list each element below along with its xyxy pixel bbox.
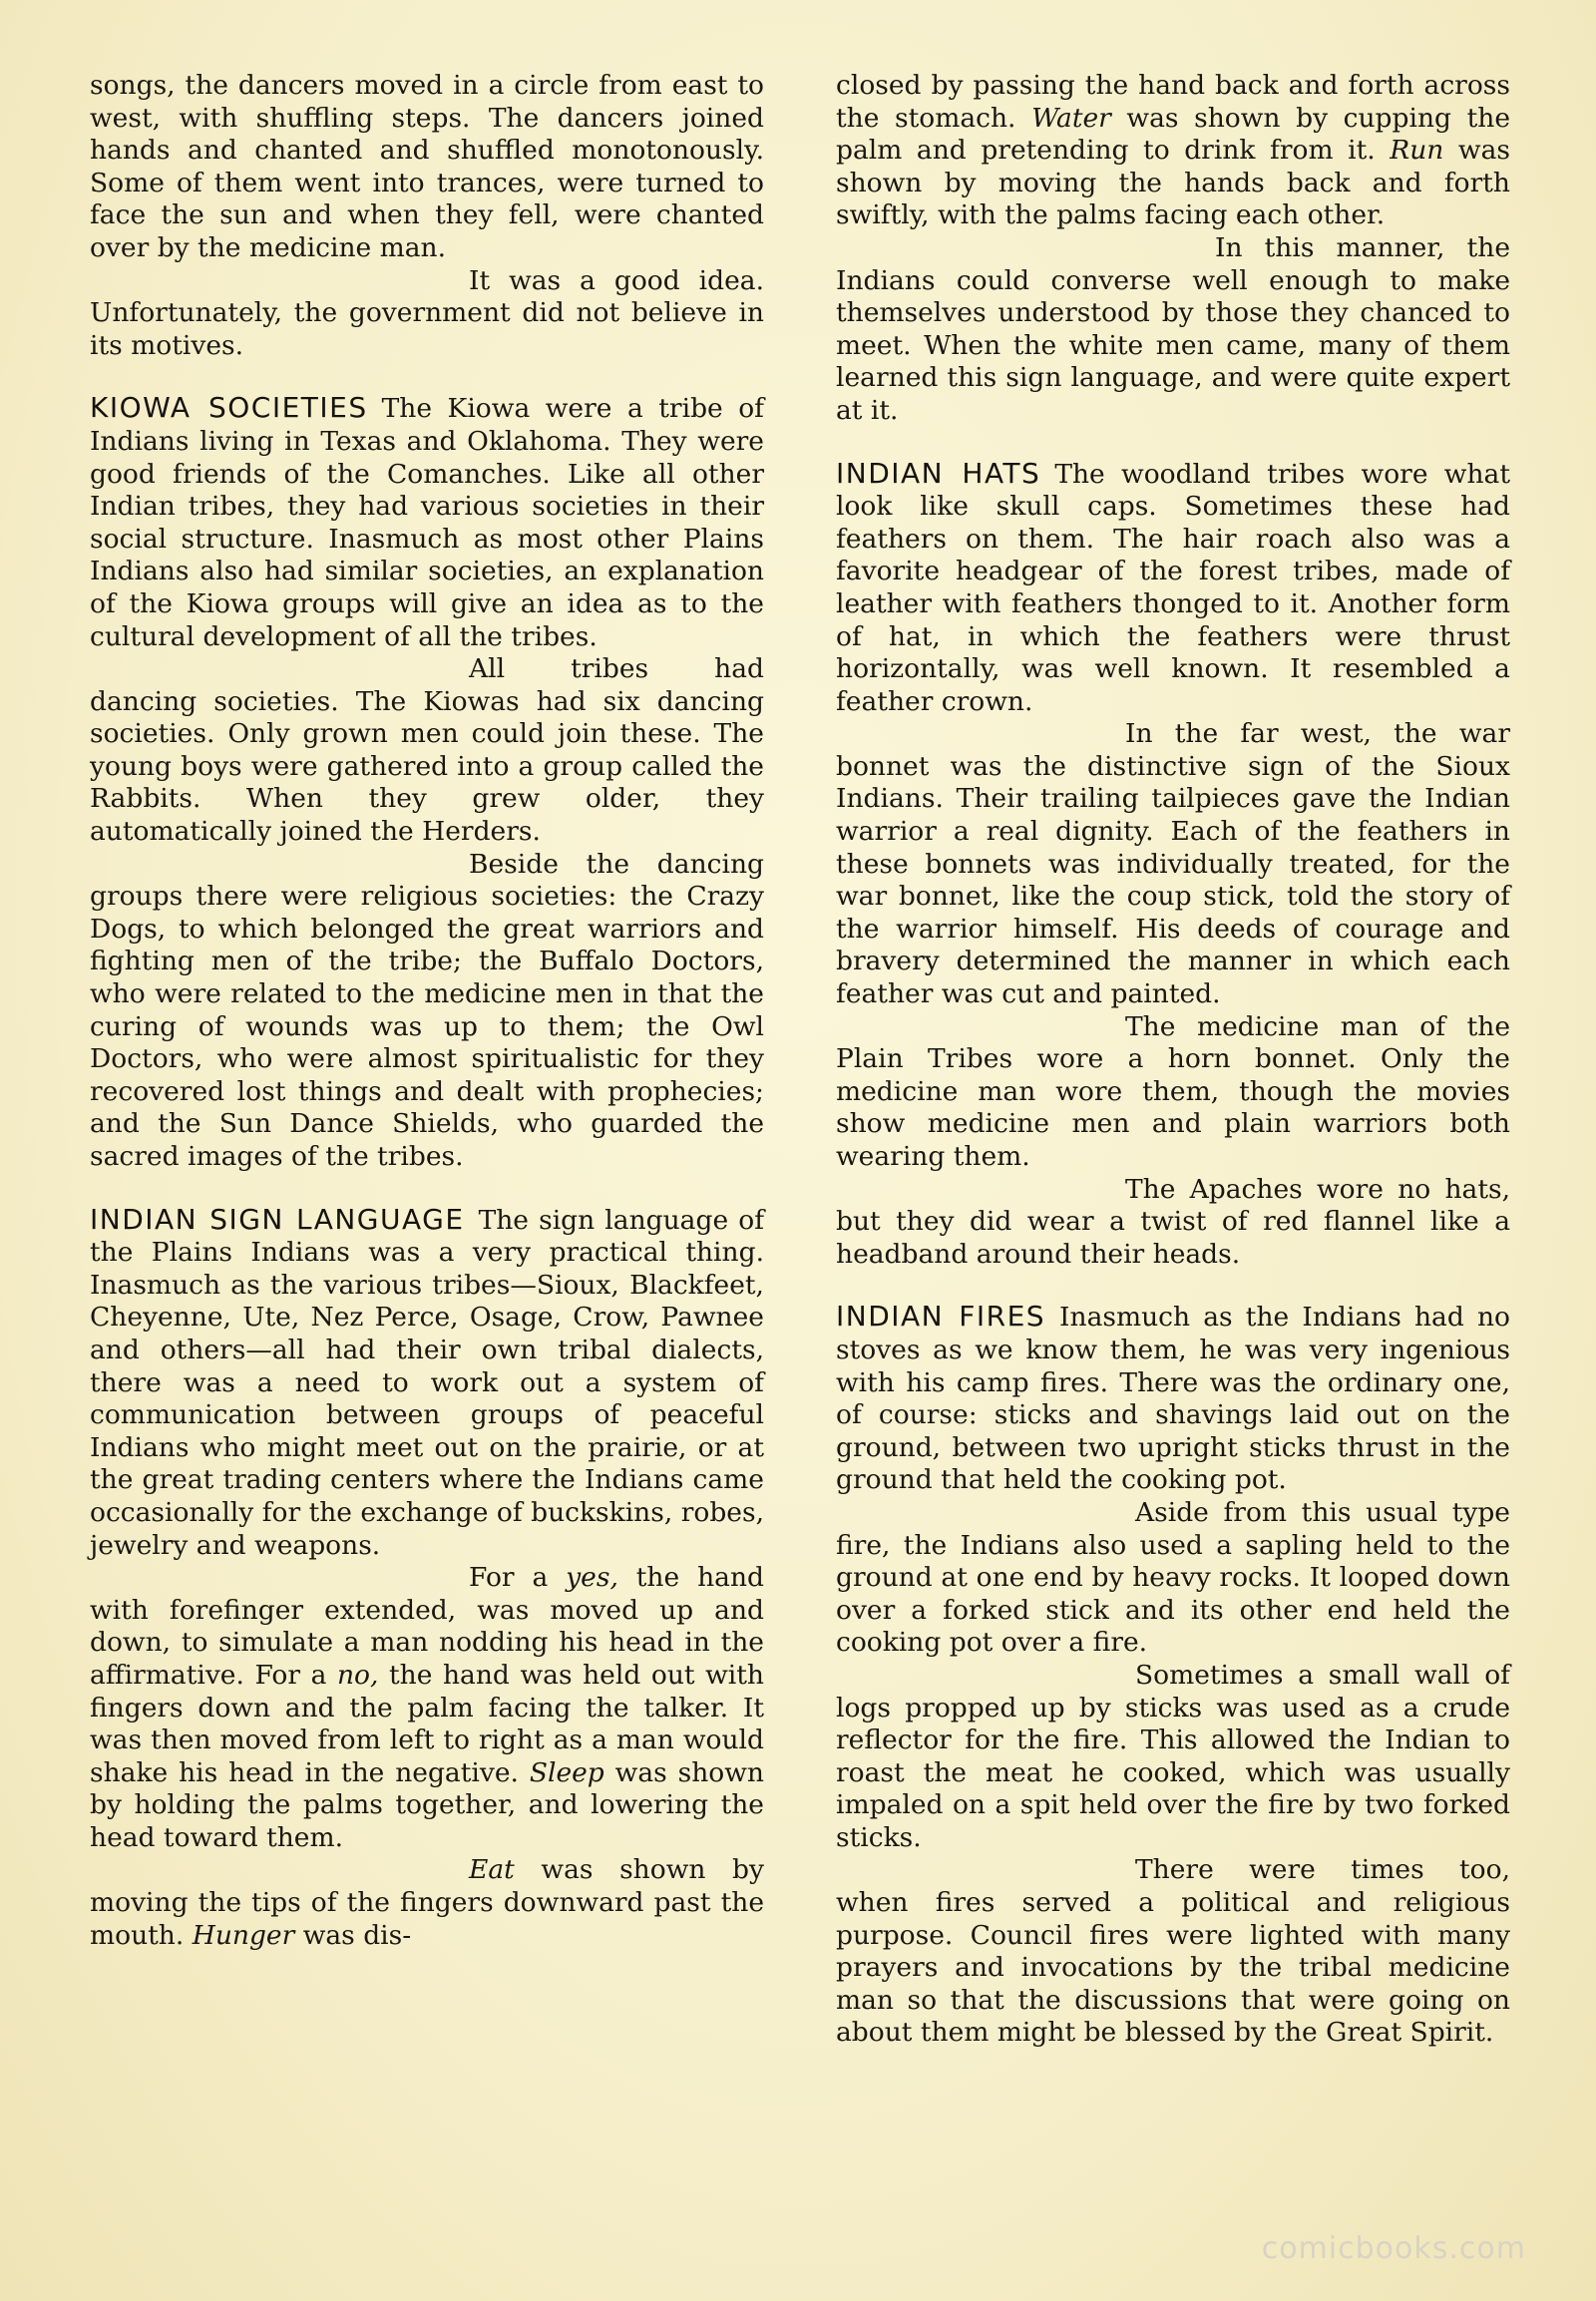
sign-paragraph-3 (90, 1854, 764, 1952)
sign-p3-eat: Eat (469, 1854, 515, 1886)
sign-cont-p1-water: Water (1031, 102, 1111, 134)
fires-paragraph-1 (836, 1301, 1510, 1497)
hats-paragraph-1 (836, 458, 1510, 719)
kiowa-section (90, 392, 764, 1173)
sign-p2-a: For a (469, 1562, 567, 1594)
section-heading-hats: INDIAN HATS (836, 456, 1041, 490)
section-heading-kiowa: KIOWA SOCIETIES (90, 391, 368, 425)
sign-p2-yes: yes, (566, 1562, 618, 1594)
sign-continued-section (836, 70, 1510, 428)
fires-paragraph-2: Aside from this usual type fire, the Indians also used a sapling held to the ground at one end by heavy rocks. It looped down over a forked stick and its other end held the cooking pot over a fire. (836, 1496, 1510, 1659)
sign-cont-p1-c: was shown by moving the hands back and forth swiftly, with the palms facing each other. (836, 135, 1510, 231)
sign-paragraph-2 (90, 1562, 764, 1854)
hats-paragraph-4: The Apaches wore no hats, but they did wear a twist of red flannel like a headband around their heads. (836, 1173, 1510, 1270)
sign-cont-p1-b: was shown by cupping the palm and pretending to drink from it. (836, 102, 1511, 167)
kiowa-paragraph-3: Beside the dancing groups there were religious societies: the Crazy Dogs, to which belonged the great warriors and fighting men of the tribe; the Buffalo Doctors, who were related to the medicine men in that the curing of wounds was up to them; the Owl Doctors, who were almost spiritualistic for they recovered lost things and dealt with prophecies; and the Sun Dance Shields, who guarded the sacred images of the tribes. (90, 848, 764, 1172)
hats-paragraph-2: In the far west, the war bonnet was the distinctive sign of the Sioux Indians. Their trailing tailpieces gave the Indian warrior a real dignity. Each of the feathers in these bonnets was individually treated, for the war bonnet, like the coup stick, told the story of the warrior himself. His deeds of courage and bravery determined the manner in which each feather was cut and painted. (836, 718, 1510, 1010)
sign-p3-a: was shown by moving the tips of the fingers downward past the mouth. (90, 1854, 764, 1951)
sign-cont-paragraph-1 (836, 70, 1510, 232)
left-column (90, 70, 764, 1952)
intro-paragraph-1: songs, the dancers moved in a circle from east to west, with shuffling steps. The dancers joined hands and chanted and shuffled monotonously. Some of them went into trances, were turned to face the sun and when they fell, were chanted over by the medicine man. (90, 70, 764, 263)
sign-cont-p1-a: closed by passing the hand back and forth across the stomach. (836, 70, 1510, 134)
site-watermark: comicbooks.com (1261, 2231, 1526, 2266)
fires-paragraph-1-text: Inasmuch as the Indians had no stoves as we know them, he was very ingenious with his camp fires. There was the ordinary one, of course: sticks and shavings laid out on the ground, between two upright sticks thrust in the ground that held the cooking pot. (836, 1302, 1510, 1496)
sign-p2-no: no, (336, 1659, 379, 1691)
sign-language-section (90, 1204, 764, 1953)
sign-p2-d: was shown by holding the palms together, and lowering the head toward them. (90, 1756, 764, 1853)
sign-p3-hunger: Hunger (192, 1919, 295, 1951)
kiowa-paragraph-2: All tribes had dancing societies. The Kiowas had six dancing societies. Only grown men could join these. The young boys were gathered into a group called the Rabbits. When they grew older, they automatically joined the Herders. (90, 653, 764, 848)
sign-cont-p1-run: Run (1390, 135, 1444, 167)
sign-p3-b: was dis- (294, 1919, 412, 1951)
section-heading-sign-language: INDIAN SIGN LANGUAGE (90, 1202, 465, 1236)
fires-section (836, 1301, 1510, 2050)
section-heading-fires: INDIAN FIRES (836, 1300, 1046, 1334)
hats-section (836, 458, 1510, 1272)
hats-paragraph-1-text: The woodland tribes wore what look like skull caps. Sometimes these had feathers on them. The hair roach also was a favorite headgear of the forest tribes, made of leather with feathers thonged to it. Another form of hat, in which the feathers were thrust horizontally, was well known. It resembled a feather crown. (836, 458, 1510, 717)
fires-paragraph-4: There were times too, when fires served a political and religious purpose. Council fires were lighted with many prayers and invocations by the tribal medicine man so that the discussions that were going on about them might be blessed by the Great Spirit. (836, 1854, 1510, 2049)
sign-paragraph-1-text: The sign language of the Plains Indians was a very practical thing. Inasmuch as the various tribes—Sioux, Blackfeet, Cheyenne, Ute, Nez Perce, Osage, Crow, Pawnee and others—all had their own tribal dialects, there was a need to work out a system of communication between groups of peaceful Indians who might meet out on the prairie, or at the great trading centers where the Indians came occasionally for the exchange of buckskins, robes, jewelry and weapons. (90, 1204, 764, 1561)
sign-cont-paragraph-2: In this manner, the Indians could converse well enough to make themselves understood by those they chanced to meet. When the white men came, many of them learned this sign language, and were quite expert at it. (836, 231, 1510, 426)
intro-section (90, 70, 764, 362)
sign-paragraph-1 (90, 1204, 764, 1563)
intro-paragraph-2: It was a good idea. Unfortunately, the government did not believe in its motives. (90, 264, 764, 361)
sign-p2-sleep: Sleep (529, 1756, 604, 1788)
sign-p2-b: the hand with forefinger extended, was moved up and down, to simulate a man nodding his head in the affirmative. For a (90, 1562, 764, 1691)
kiowa-paragraph-1-text: The Kiowa were a tribe of Indians living in Texas and Oklahoma. They were good friends of the Comanches. Like all other Indian tribes, they had various societies in their social structure. Inasmuch as most other Plains Indians also had similar societies, an explanation of the Kiowa groups will give an idea as to the cultural development of all the tribes. (90, 393, 764, 652)
sign-p2-c: the hand was held out with fingers down and the palm facing the talker. It was then moved from left to right as a man would shake his head in the negative. (90, 1659, 764, 1788)
fires-paragraph-3: Sometimes a small wall of logs propped up by sticks was used as a crude reflector for the fire. This allowed the Indian to roast the meat he cooked, which was usually impaled on a spit held over the fire by two forked sticks. (836, 1659, 1510, 1853)
hats-paragraph-3: The medicine man of the Plain Tribes wore a horn bonnet. Only the medicine man wore them, though the movies show medicine men and plain warriors both wearing them. (836, 1010, 1510, 1172)
kiowa-paragraph-1 (90, 392, 764, 653)
right-column (836, 70, 1510, 2050)
